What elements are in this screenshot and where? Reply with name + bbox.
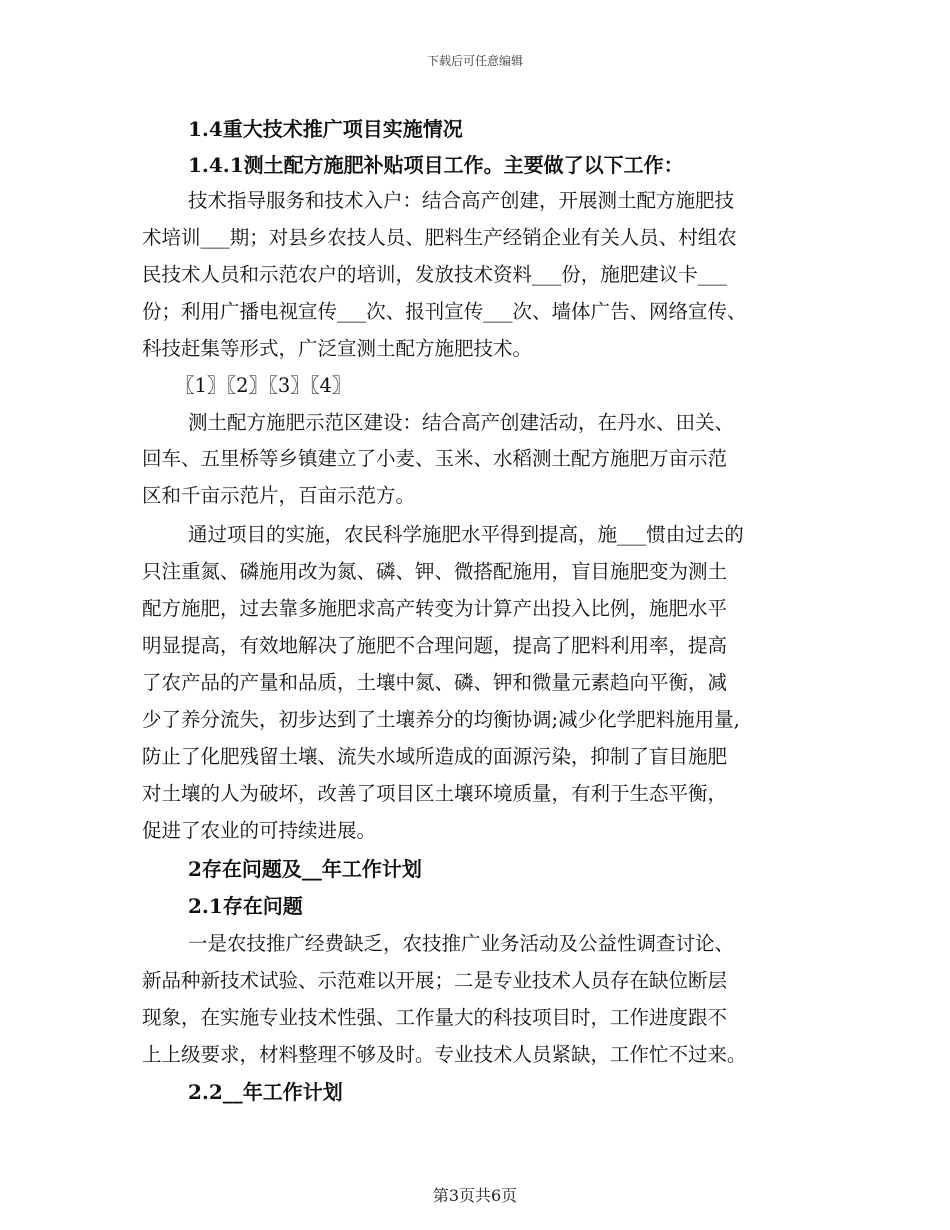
page-number-footer: 第3页共6页: [432, 1186, 518, 1205]
reference-markers: 〖1〗〖2〗〖3〗〖4〗: [175, 374, 352, 397]
section-heading-1-4-1: 1.4.1测土配方施肥补贴项目工作。主要做了以下工作：: [188, 153, 684, 177]
section-heading-1-4: 1.4重大技术推广项目实施情况: [188, 117, 463, 141]
paragraph-line: 明显提高，有效地解决了施肥不合理问题，提高了肥料利用率，提高: [142, 634, 728, 657]
page-header: 下载后可任意编辑: [426, 54, 523, 68]
paragraph-line: 区和千亩示范片，百亩示范方。: [142, 484, 416, 507]
paragraph-line: 现象，在实施专业技术性强、工作量大的科技项目时，工作进度跟不: [142, 1006, 728, 1029]
section-heading-2: 2存在问题及__年工作计划: [188, 857, 422, 881]
paragraph-line: 份；利用广播电视宣传___次、报刊宣传___次、墙体广告、网络宣传、: [142, 300, 747, 323]
paragraph-line: 少了养分流失，初步达到了土壤养分的均衡协调;减少化学肥料施用量,: [142, 708, 740, 731]
paragraph-line: 回车、五里桥等乡镇建立了小麦、玉米、水稻测土配方施肥万亩示范: [142, 447, 728, 470]
paragraph-line: 一是农技推广经费缺乏，农技推广业务活动及公益性调查讨论、: [188, 932, 735, 955]
paragraph-line: 只注重氮、磷施用改为氮、磷、钾、微搭配施用，盲目施肥变为测土: [142, 560, 728, 583]
paragraph-line: 对土壤的人为破坏，改善了项目区土壤环境质量，有利于生态平衡，: [142, 782, 728, 805]
paragraph-line: 新品种新技术试验、示范难以开展；二是专业技术人员存在缺位断层: [142, 969, 728, 992]
paragraph-line: 促进了农业的可持续进展。: [142, 819, 377, 842]
paragraph-line: 配方施肥，过去靠多施肥求高产转变为计算产出投入比例，施肥水平: [142, 597, 728, 620]
paragraph-line: 民技术人员和示范农户的培训，发放技术资料___份，施肥建议卡___: [142, 263, 728, 286]
paragraph-line: 科技赶集等形式，广泛宣测土配方施肥技术。: [142, 337, 533, 360]
paragraph-line: 测土配方施肥示范区建设：结合高产创建活动，在丹水、田关、: [188, 411, 735, 434]
section-heading-2-2: 2.2__年工作计划: [188, 1080, 343, 1104]
paragraph-line: 防止了化肥残留土壤、流失水域所造成的面源污染，抑制了盲目施肥: [142, 745, 728, 768]
paragraph-line: 上上级要求，材料整理不够及时。专业技术人员紧缺，工作忙不过来。: [142, 1043, 747, 1066]
paragraph-line: 技术指导服务和技术入户：结合高产创建，开展测土配方施肥技: [188, 189, 735, 212]
paragraph-line: 通过项目的实施，农民科学施肥水平得到提高，施___惯由过去的: [188, 523, 744, 546]
paragraph-line: 术培训___期；对县乡农技人员、肥料生产经销企业有关人员、村组农: [142, 226, 737, 249]
paragraph-line: 了农产品的产量和品质，土壤中氮、磷、钾和微量元素趋向平衡，减: [142, 671, 728, 694]
section-heading-2-1: 2.1存在问题: [188, 894, 303, 918]
